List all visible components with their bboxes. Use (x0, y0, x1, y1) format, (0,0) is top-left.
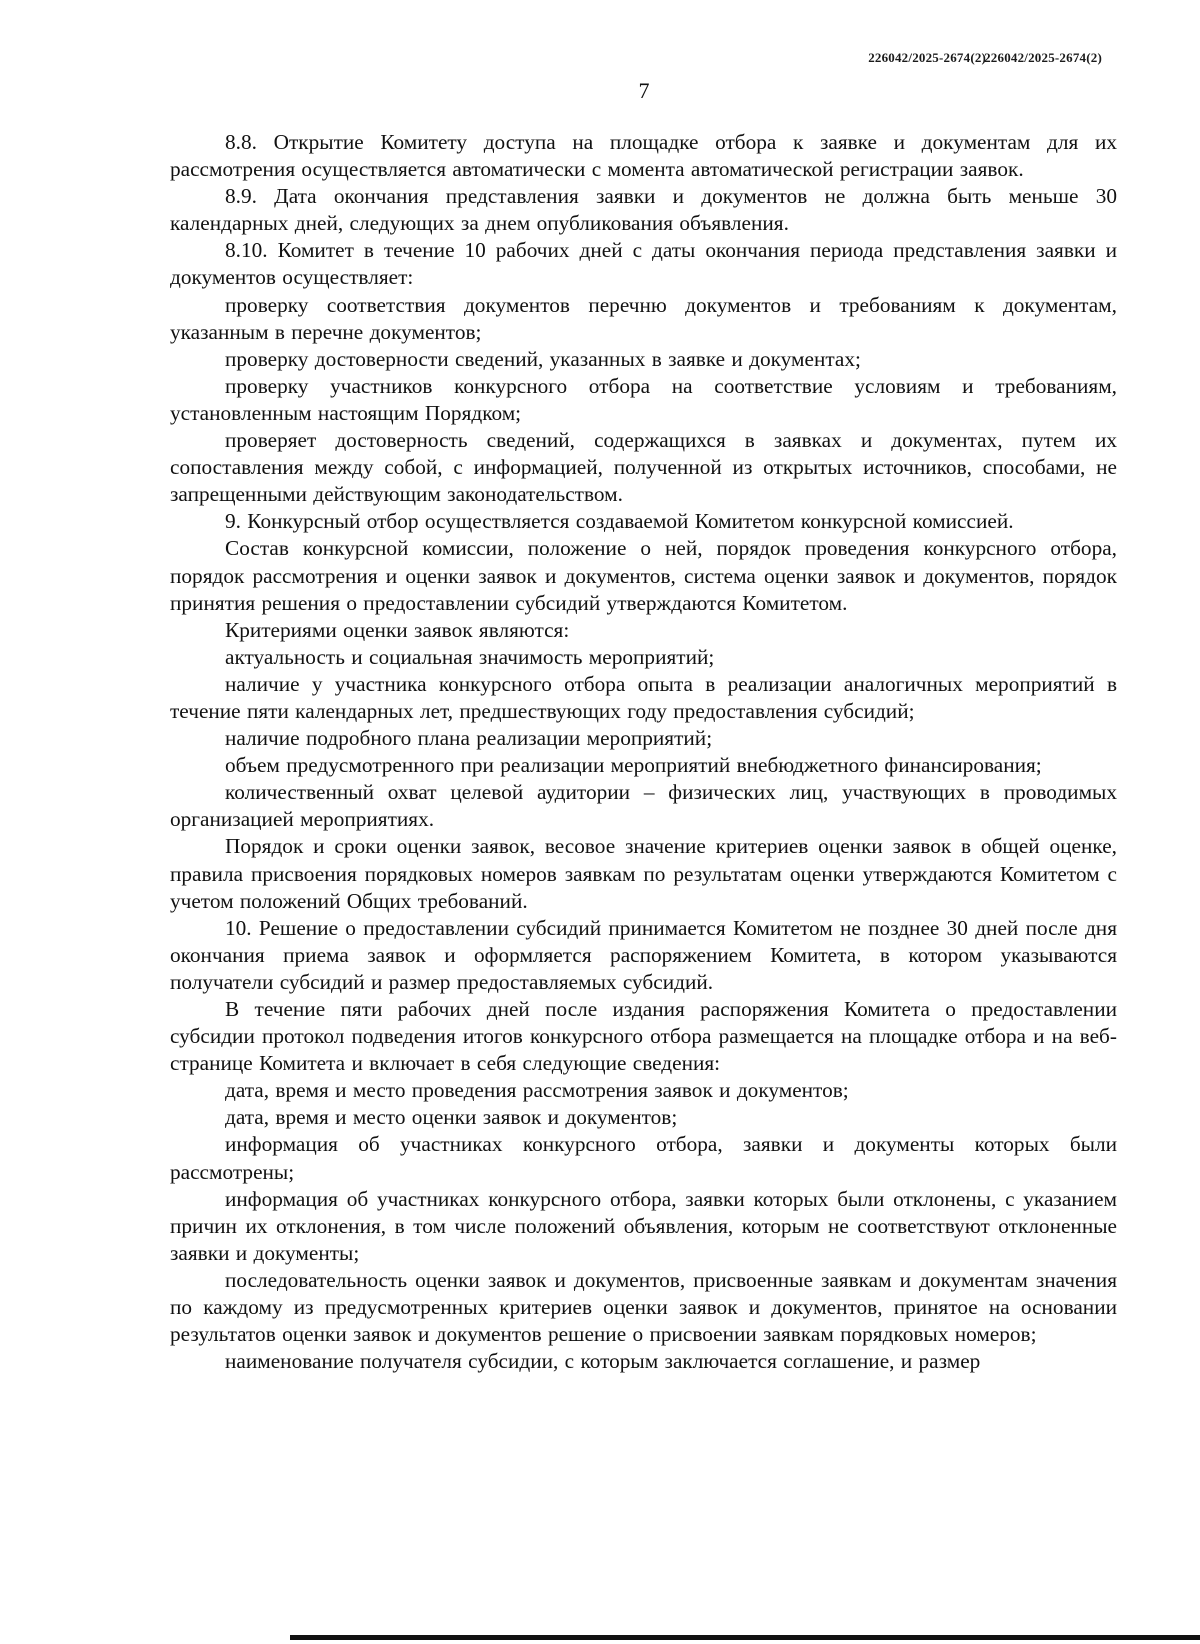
paragraph: дата, время и место проведения рассмотрения заявок и документов; (225, 1078, 849, 1103)
paragraph: наименование получателя субсидии, с которым заключается соглашение, и размер (225, 1349, 981, 1374)
paragraph: проверку достоверности сведений, указанных в заявке и документах; (225, 346, 861, 371)
paragraph: проверяет достоверность сведений, содержащихся в заявках и документах, путем их сопоставления между собой, с информацией, полученной из открытых источников, способами, не запрещенными действующим законодательством. (170, 428, 1117, 507)
paragraph: 10. Решение о предоставлении субсидий принимается Комитетом не позднее 30 дней после дня окончания приема заявок и оформляется распоряжением Комитета, в котором указываются получатели субсидий и размер предоставляемых субсидий. (170, 915, 1117, 994)
paragraph: дата, время и место оценки заявок и документов; (225, 1105, 678, 1130)
page-number: 7 (638, 78, 650, 103)
paragraph: информация об участниках конкурсного отбора, заявки и документы которых были рассмотрены; (170, 1132, 1117, 1184)
paragraph: количественный охват целевой аудитории – физических лиц, участвующих в проводимых организацией мероприятиях. (170, 780, 1117, 832)
paragraph: наличие подробного плана реализации мероприятий; (225, 726, 713, 751)
paragraph: 9. Конкурсный отбор осуществляется создаваемой Комитетом конкурсной комиссией. (225, 509, 1014, 534)
paragraph: проверку соответствия документов перечню документов и требованиям к документам, указанным в перечне документов; (170, 292, 1117, 344)
paragraph: проверку участников конкурсного отбора на соответствие условиям и требованиям, установленным настоящим Порядком; (170, 373, 1117, 425)
paragraph: объем предусмотренного при реализации мероприятий внебюджетного финансирования; (225, 753, 1042, 778)
paragraph: В течение пяти рабочих дней после издания распоряжения Комитета о предоставлении субсидии протокол подведения итогов конкурсного отбора размещается на площадке отбора и на веб-странице Комитета и включает в себя следующие сведения: (170, 997, 1117, 1076)
paragraph: Состав конкурсной комиссии, положение о ней, порядок проведения конкурсного отбора, порядок рассмотрения и оценки заявок и документов, система оценки заявок и документов, порядок принятия решения о предоставлении субсидий утверждаются Комитетом. (170, 536, 1117, 615)
document-registration-number (868, 50, 1102, 66)
paragraph: 8.10. Комитет в течение 10 рабочих дней с даты окончания периода представления заявки и документов осуществляет: (170, 238, 1117, 290)
registration-number-1: 226042/2025-2674(2) (868, 50, 987, 65)
paragraph: наличие у участника конкурсного отбора опыта в реализации аналогичных мероприятий в течение пяти календарных лет, предшествующих году предоставления субсидий; (170, 671, 1117, 723)
paragraph: актуальность и социальная значимость мероприятий; (225, 644, 715, 669)
paragraph: последовательность оценки заявок и документов, присвоенные заявкам и документам значения по каждому из предусмотренных критериев оценки заявок и документов, принятое на основании результатов оценки заявок и документов решение о присвоении заявкам порядковых номеров; (170, 1267, 1117, 1347)
document-body (170, 129, 1117, 1375)
paragraph: информация об участниках конкурсного отбора, заявки которых были отклонены, с указанием причин их отклонения, в том числе положений объявления, которым не соответствуют отклоненные заявки и документы; (170, 1186, 1117, 1265)
paragraph: 8.8. Открытие Комитету доступа на площадке отбора к заявке и документам для их рассмотрения осуществляется автоматически с момента автоматической регистрации заявок. (170, 130, 1117, 182)
paragraph: Порядок и сроки оценки заявок, весовое значение критериев оценки заявок в общей оценке, правила присвоения порядковых номеров заявкам по результатам оценки утверждаются Комитетом с учетом положений Общих требований. (170, 834, 1117, 913)
paragraph: Критериями оценки заявок являются: (225, 617, 570, 642)
scan-bottom-edge (290, 1635, 1200, 1640)
registration-number-2: 226042/2025-2674(2) (984, 50, 1102, 65)
paragraph: 8.9. Дата окончания представления заявки и документов не должна быть меньше 30 календарных дней, следующих за днем опубликования объявления. (170, 184, 1117, 236)
